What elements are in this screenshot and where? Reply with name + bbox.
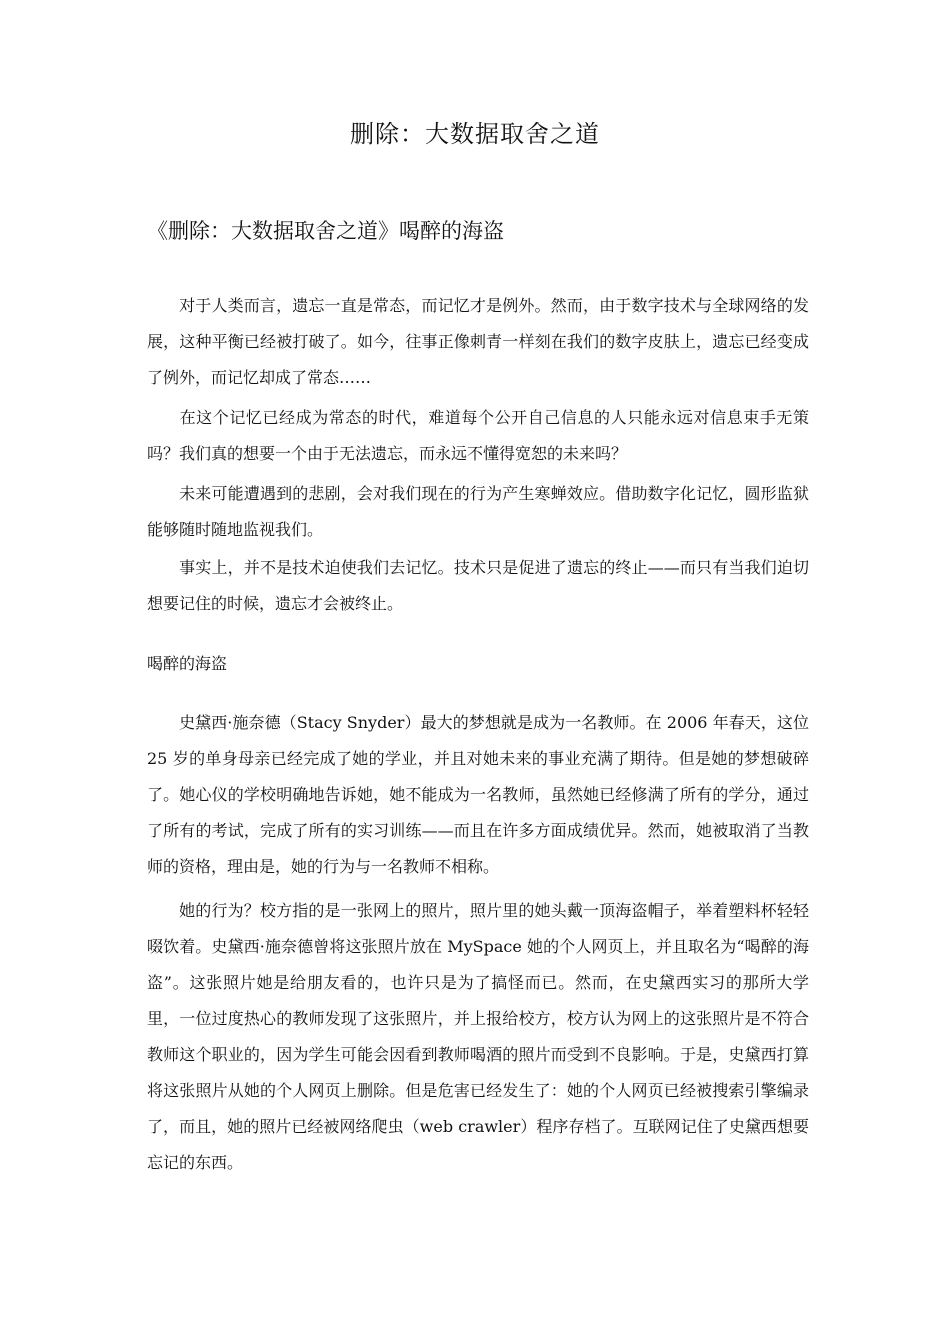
- paragraph-intro-4: [147, 550, 809, 622]
- paragraph-section-1: [147, 705, 809, 885]
- paragraph-intro-1: [147, 288, 809, 396]
- paragraph-text: 事实上，并不是技术迫使我们去记忆。技术只是促进了遗忘的终止——而只有当我们迫切想要记住的时候，遗忘才会被终止。: [147, 558, 809, 613]
- paragraph-text: 对于人类而言，遗忘一直是常态，而记忆才是例外。然而，由于数字技术与全球网络的发展，这种平衡已经被打破了。如今，往事正像刺青一样刻在我们的数字皮肤上，遗忘已经变成了例外，而记忆却成了常态……: [147, 296, 809, 387]
- paragraph-section-2: [147, 893, 809, 1181]
- paragraph-text: 她的行为？校方指的是一张网上的照片，照片里的她头戴一顶海盗帽子，举着塑料杯轻轻啜饮着。史黛西·施奈德曾将这张照片放在 MySpace 她的个人网页上，并且取名为“喝醉的海盗”。这张照片她是给朋友看的，也许只是为了搞怪而已。然而，在史黛西实习的那所大学里，一位过度热心的教师发现了这张照片，并上报给校方，校方认为网上的这张照片是不符合教师这个职业的，因为学生可能会因看到教师喝酒的照片而受到不良影响。于是，史黛西打算将这张照片从她的个人网页上删除。但是危害已经发生了：她的个人网页已经被搜索引擎编录了，而且，她的照片已经被网络爬虫（web crawler）程序存档了。互联网记住了史黛西想要忘记的东西。: [147, 901, 809, 1172]
- paragraph-intro-2: [147, 400, 809, 472]
- section-heading: 喝醉的海盗: [147, 654, 228, 673]
- article-heading: 《删除：大数据取舍之道》喝醉的海盗: [147, 219, 504, 243]
- paragraph-text: 在这个记忆已经成为常态的时代，难道每个公开自己信息的人只能永远对信息束手无策吗？我们真的想要一个由于无法遗忘，而永远不懂得宽恕的未来吗？: [147, 408, 809, 463]
- paragraph-text: 史黛西·施奈德（Stacy Snyder）最大的梦想就是成为一名教师。在 2006 年春天，这位 25 岁的单身母亲已经完成了她的学业，并且对她未来的事业充满了期待。但是她的梦想破碎了。她心仪的学校明确地告诉她，她不能成为一名教师，虽然她已经修满了所有的学分，通过了所有的考试，完成了所有的实习训练——而且在许多方面成绩优异。然而，她被取消了当教师的资格，理由是，她的行为与一名教师不相称。: [147, 713, 809, 876]
- document-title: 删除：大数据取舍之道: [350, 120, 600, 148]
- paragraph-text: 未来可能遭遇到的悲剧，会对我们现在的行为产生寒蝉效应。借助数字化记忆，圆形监狱能够随时随地监视我们。: [147, 484, 809, 539]
- paragraph-intro-3: [147, 476, 809, 548]
